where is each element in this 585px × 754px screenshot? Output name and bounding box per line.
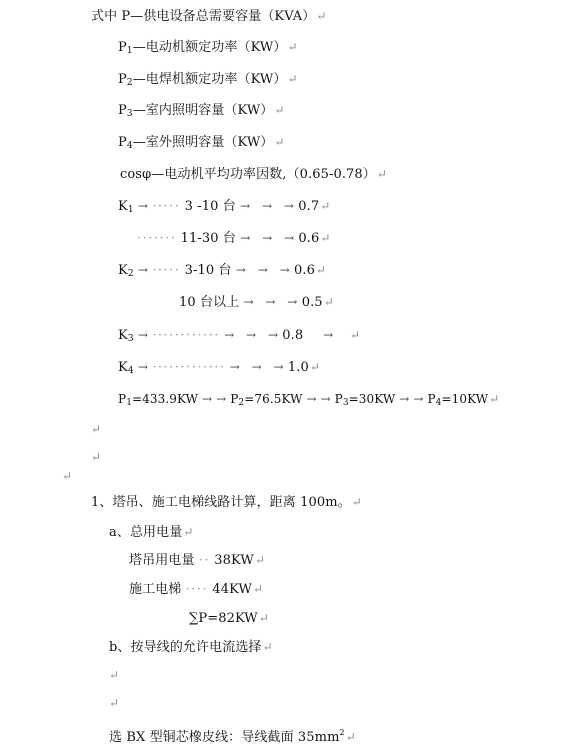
leader-dots: ······· <box>137 231 177 246</box>
p4-symbol: P <box>118 135 127 150</box>
a-item-2-label: 施工电梯 <box>129 582 182 597</box>
b-heading <box>109 638 273 657</box>
paragraph-mark-icon: ↵ <box>309 360 321 374</box>
p3-line <box>118 101 285 123</box>
paragraph-mark-icon: ↵ <box>345 730 356 744</box>
k3-line <box>118 326 360 348</box>
paragraph-mark-icon: ↵ <box>287 72 298 86</box>
a-total-text: ∑P=82KW <box>189 611 258 626</box>
tab-arrow-icon: → → → <box>243 295 298 309</box>
paragraph-mark-icon: ↵ <box>316 9 327 23</box>
choose-superscript: 2 <box>339 728 345 737</box>
p2-symbol: P <box>118 72 127 87</box>
paragraph-mark-icon: ↵ <box>254 553 265 567</box>
p1-line <box>118 38 298 60</box>
pvals-p1-value: =433.9KW <box>132 392 199 406</box>
leader-dots: ····· <box>152 199 181 214</box>
k2-subscript: 2 <box>127 269 134 279</box>
k1-range-2: 11-30 台 <box>180 231 236 246</box>
a-item-2-value: 44KW <box>212 582 252 597</box>
tab-arrow-icon: → <box>307 328 334 342</box>
tab-arrow-icon: → <box>137 199 149 213</box>
k1-line-2 <box>137 229 331 248</box>
k2-range-1: 3-10 台 <box>184 263 232 278</box>
k4-symbol: K <box>118 360 128 375</box>
a-title: a、总用电量 <box>109 525 183 540</box>
k4-line <box>118 358 320 380</box>
k3-subscript: 3 <box>127 334 134 344</box>
a-item-2 <box>129 580 263 599</box>
p-values-line <box>118 390 499 412</box>
b-title: b、按导线的允许电流选择 <box>109 640 262 655</box>
paragraph-mark-icon: ↵ <box>320 199 331 213</box>
tab-arrow-icon: → → → <box>229 360 284 374</box>
tab-arrow-icon: → → → <box>235 263 290 277</box>
paragraph-mark-icon: ↵ <box>489 392 500 406</box>
empty-paragraph-mark-icon: ↵ <box>91 450 102 464</box>
intro-text: 式中 P—供电设备总需要容量（KVA） <box>91 9 316 24</box>
tab-arrow-icon: → <box>137 360 149 374</box>
tab-arrow-icon: → → <box>202 392 227 406</box>
cos-text: cosφ—电动机平均功率因数,（0.65-0.78） <box>120 167 376 182</box>
tab-arrow-icon: → <box>137 263 149 277</box>
leader-dots: ···· <box>185 582 209 597</box>
empty-paragraph-mark-icon: ↵ <box>109 668 120 682</box>
leader-dots: ············ <box>152 328 220 343</box>
pvals-p1-subscript: 1 <box>126 398 133 408</box>
p3-symbol: P <box>118 103 127 118</box>
paragraph-mark-icon: ↵ <box>274 135 285 149</box>
empty-paragraph-mark-icon: ↵ <box>109 696 120 710</box>
k2-line-2 <box>179 293 334 312</box>
paragraph-mark-icon: ↵ <box>376 167 388 181</box>
choose-line <box>109 724 356 747</box>
paragraph-mark-icon: ↵ <box>351 495 362 509</box>
k3-symbol: K <box>118 328 128 343</box>
p2-subscript: 2 <box>126 78 133 88</box>
p4-line <box>118 133 285 155</box>
k1-value-1: 0.7 <box>298 199 320 214</box>
k1-value-2: 0.6 <box>298 231 320 246</box>
pvals-p3-subscript: 3 <box>342 398 349 408</box>
p3-subscript: 3 <box>126 109 133 119</box>
paragraph-mark-icon: ↵ <box>323 295 334 309</box>
tab-arrow-icon: → → → <box>224 328 279 342</box>
a-item-1-value: 38KW <box>214 553 254 568</box>
pvals-p4-symbol: P <box>427 392 436 406</box>
choose-text: 选 BX 型铜芯橡皮线：导线截面 35mm <box>109 730 340 745</box>
pvals-p3-symbol: P <box>334 392 343 406</box>
a-heading <box>109 523 194 542</box>
k1-subscript: 1 <box>127 205 134 215</box>
a-item-1 <box>129 551 265 570</box>
pvals-p4-subscript: 4 <box>435 398 442 408</box>
pvals-p2-value: =76.5KW <box>244 392 303 406</box>
paragraph-mark-icon: ↵ <box>258 611 269 625</box>
pvals-p1-symbol: P <box>118 392 127 406</box>
intro-line <box>91 7 327 26</box>
p4-subscript: 4 <box>126 141 133 151</box>
pvals-p2-symbol: P <box>230 392 239 406</box>
tab-arrow-icon: → → <box>399 392 424 406</box>
section-1-heading <box>91 493 362 512</box>
leader-dots: ····· <box>152 263 181 278</box>
k2-value-1: 0.6 <box>294 263 316 278</box>
paragraph-mark-icon: ↵ <box>183 525 194 539</box>
p1-symbol: P <box>118 40 127 55</box>
empty-paragraph-mark-icon: ↵ <box>91 422 102 436</box>
k2-symbol: K <box>118 263 128 278</box>
p3-text: —室内照明容量（KW） <box>132 103 274 118</box>
k4-value: 1.0 <box>287 360 309 375</box>
cos-line <box>120 165 387 184</box>
paragraph-mark-icon: ↵ <box>274 103 285 117</box>
tab-arrow-icon: → <box>137 328 149 342</box>
paragraph-mark-icon: ↵ <box>320 231 331 245</box>
p2-line <box>118 70 298 92</box>
leader-dots: ·· <box>198 553 211 568</box>
tab-arrow-icon: → → → <box>240 231 295 245</box>
p2-text: —电焊机额定功率（KW） <box>132 72 287 87</box>
pvals-p2-subscript: 2 <box>238 398 245 408</box>
tab-arrow-icon: → → <box>306 392 331 406</box>
empty-paragraph-mark-icon: ↵ <box>62 469 73 483</box>
p4-text: —室外照明容量（KW） <box>132 135 274 150</box>
paragraph-mark-icon: ↵ <box>252 582 264 596</box>
p1-text: —电动机额定功率（KW） <box>132 40 287 55</box>
k1-symbol: K <box>118 199 128 214</box>
paragraph-mark-icon: ↵ <box>316 263 327 277</box>
section-1-text: 1、塔吊、施工电梯线路计算，距离 100m。 <box>91 495 351 510</box>
a-total <box>189 609 269 628</box>
tab-arrow-icon: → → → <box>240 199 295 213</box>
a-item-1-label: 塔吊用电量 <box>129 553 195 568</box>
pvals-p3-value: =30KW <box>348 392 396 406</box>
k1-range-1: 3 -10 台 <box>184 199 236 214</box>
k1-line-1 <box>118 197 330 219</box>
leader-dots: ············· <box>152 360 226 375</box>
pvals-p4-value: =10KW <box>441 392 489 406</box>
k4-subscript: 4 <box>127 366 134 376</box>
paragraph-mark-icon: ↵ <box>287 40 298 54</box>
paragraph-mark-icon: ↵ <box>262 640 273 654</box>
paragraph-mark-icon: ↵ <box>334 328 361 342</box>
p1-subscript: 1 <box>126 46 133 56</box>
k3-value: 0.8 <box>282 328 304 343</box>
k2-value-2: 0.5 <box>301 295 323 310</box>
k2-range-2: 10 台以上 <box>179 295 240 310</box>
k2-line-1 <box>118 261 326 283</box>
